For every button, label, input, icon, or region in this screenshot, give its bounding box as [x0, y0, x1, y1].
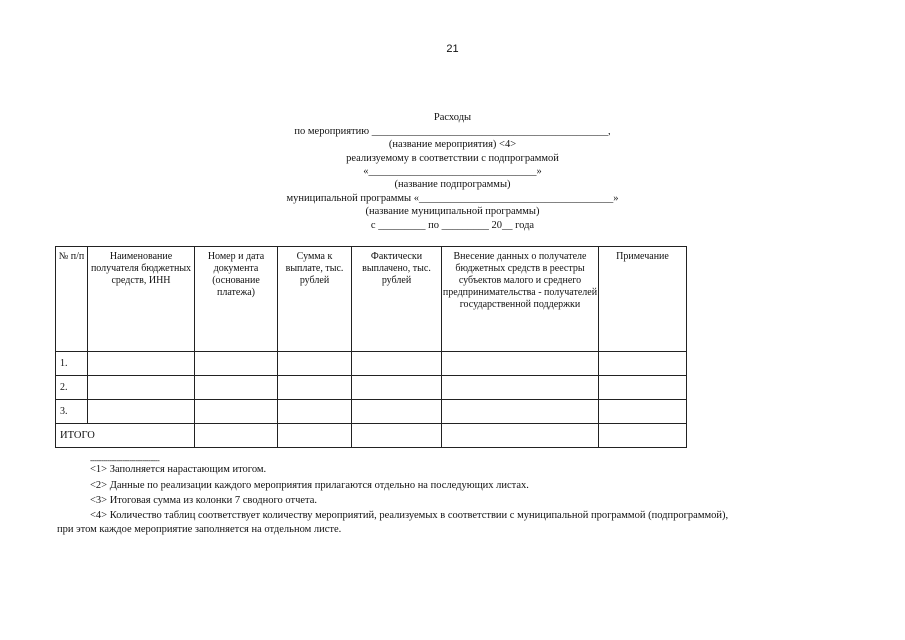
row-number: 2.: [56, 376, 88, 400]
column-header-note: Примечание: [599, 247, 687, 352]
column-header-amount-due: Сумма к выплате, тыс. рублей: [278, 247, 352, 352]
table-cell: [278, 400, 352, 424]
table-cell: [278, 352, 352, 376]
column-header-document: Номер и дата документа (основание платежа): [195, 247, 278, 352]
program-line: муниципальной программы «_____________________________________»: [286, 193, 619, 204]
column-header-amount-paid: Фактически выплачено, тыс. рублей: [352, 247, 442, 352]
table-cell: [88, 376, 195, 400]
column-header-number: № п/п: [56, 247, 88, 352]
table-cell: [352, 400, 442, 424]
program-note: (название муниципальной программы): [365, 206, 540, 217]
footnote-2: <2> Данные по реализации каждого мероприятия прилагаются отдельно на последующих листах.: [90, 480, 529, 491]
table-cell: [442, 424, 599, 448]
table-cell: [442, 352, 599, 376]
period-line: с _________ по _________ 20__ года: [370, 220, 535, 231]
column-header-recipient: Наименование получателя бюджетных средств, ИНН: [88, 247, 195, 352]
table-cell: [442, 400, 599, 424]
expenses-table: [55, 246, 687, 448]
table-cell: [599, 424, 687, 448]
table-cell: [195, 376, 278, 400]
table-cell: [442, 376, 599, 400]
subprogram-note: (название подпрограммы): [394, 179, 511, 190]
row-number: 1.: [56, 352, 88, 376]
row-number: 3.: [56, 400, 88, 424]
subprogram-intro-line: реализуемому в соответствии с подпрограммой: [346, 153, 559, 164]
table-cell: [599, 352, 687, 376]
table-cell: [88, 352, 195, 376]
table-cell: [195, 400, 278, 424]
total-label: ИТОГО: [56, 424, 195, 448]
table-row: [56, 376, 687, 400]
total-row: [56, 424, 687, 448]
table-cell: [599, 400, 687, 424]
event-line: по мероприятию _____________________________________________,: [294, 126, 611, 137]
table-cell: [195, 352, 278, 376]
subprogram-blank-line: «________________________________»: [363, 166, 542, 177]
table-cell: [88, 400, 195, 424]
table-cell: [352, 352, 442, 376]
page-number: 21: [446, 43, 459, 55]
table-row: [56, 352, 687, 376]
table-header-row: [56, 247, 687, 352]
table-cell: [352, 424, 442, 448]
footnote-4: <4> Количество таблиц соответствует количеству мероприятий, реализуемых в соответствии с муниципальной программой (подпрограммой),: [90, 510, 729, 521]
report-title: Расходы: [433, 112, 472, 123]
footnote-1: <1> Заполняется нарастающим итогом.: [90, 464, 267, 475]
table-cell: [352, 376, 442, 400]
footnote-separator: --------------------------------: [90, 456, 160, 465]
footnote-4-continuation: при этом каждое мероприятие заполняется на отдельном листе.: [57, 524, 342, 535]
column-header-registry: Внесение данных о получателе бюджетных средств в реестры субъектов малого и среднего предпринимательства - получателей государственной поддержки: [442, 247, 599, 352]
table-cell: [195, 424, 278, 448]
table-cell: [278, 376, 352, 400]
table-row: [56, 400, 687, 424]
table-cell: [599, 376, 687, 400]
table-cell: [278, 424, 352, 448]
footnote-3: <3> Итоговая сумма из колонки 7 сводного отчета.: [90, 495, 318, 506]
event-note: (название мероприятия) <4>: [388, 139, 517, 150]
